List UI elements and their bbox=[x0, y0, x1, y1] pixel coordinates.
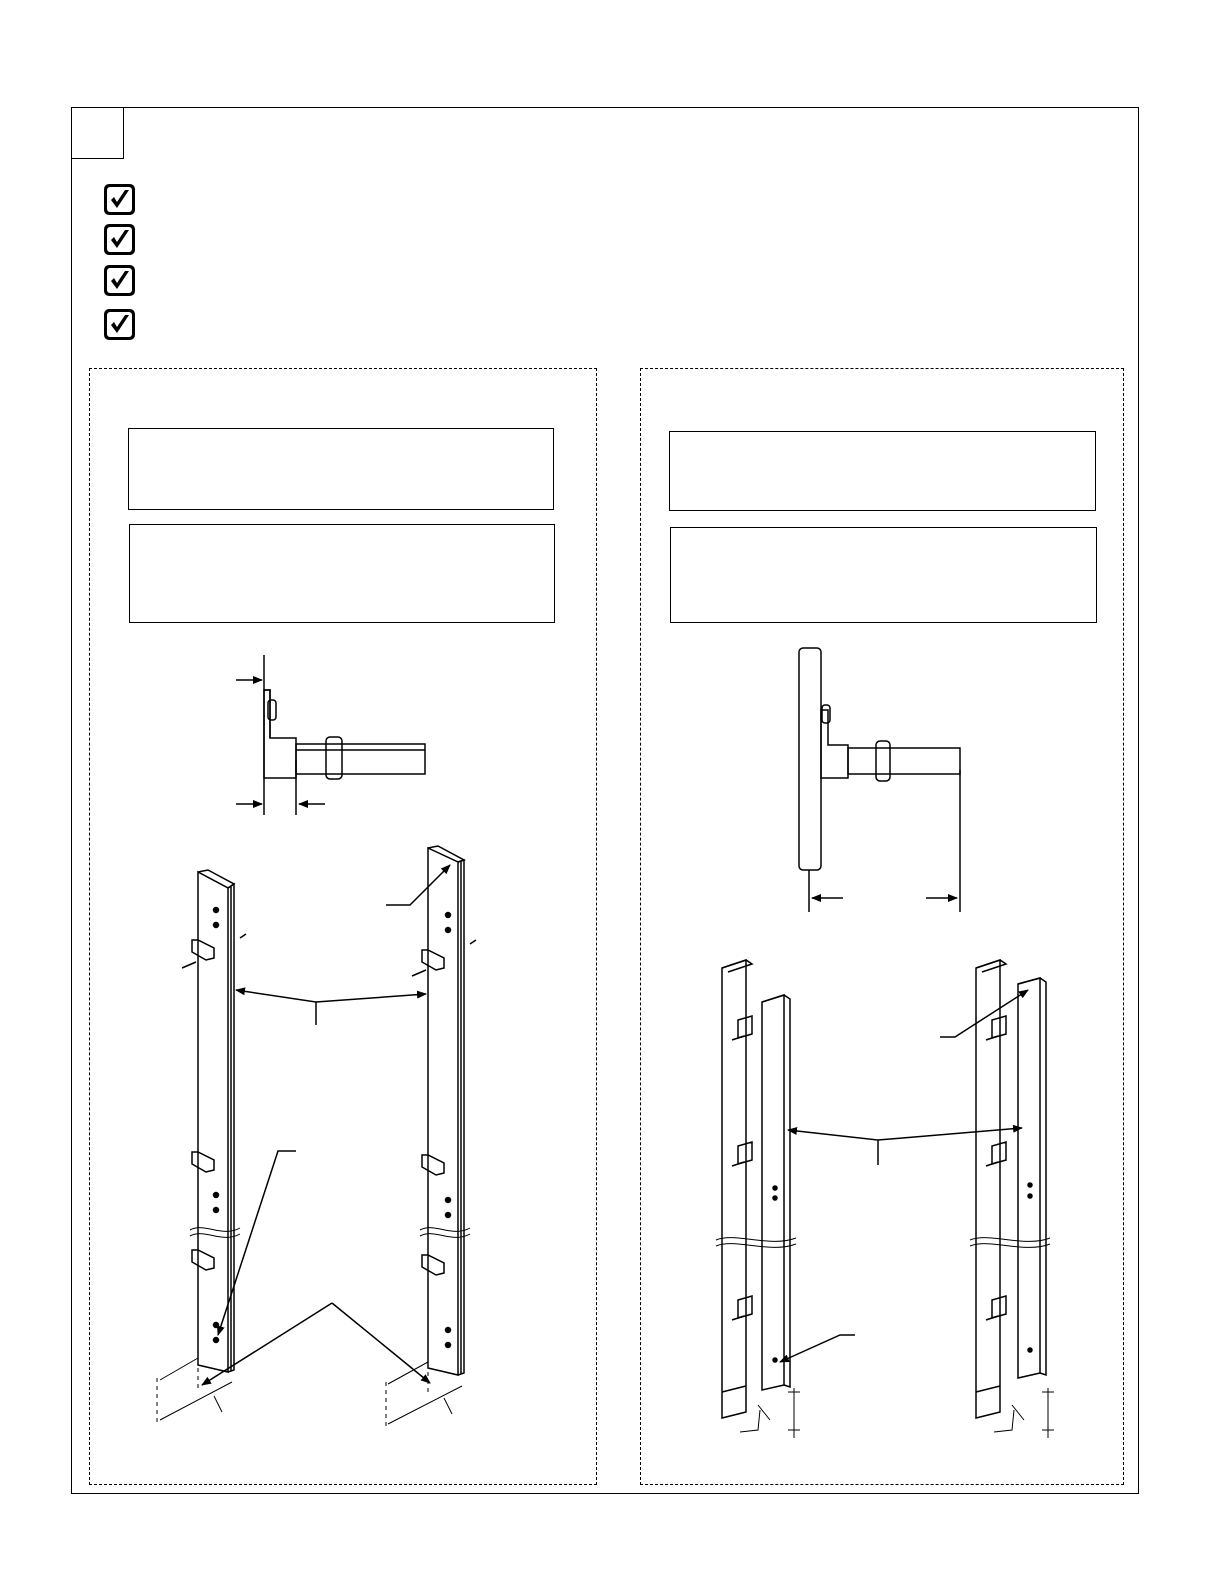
right-section-view bbox=[799, 648, 960, 912]
right-rail-assembly bbox=[716, 286, 1054, 1438]
left-rail-assembly bbox=[157, 846, 476, 1426]
left-section-view bbox=[236, 655, 425, 815]
